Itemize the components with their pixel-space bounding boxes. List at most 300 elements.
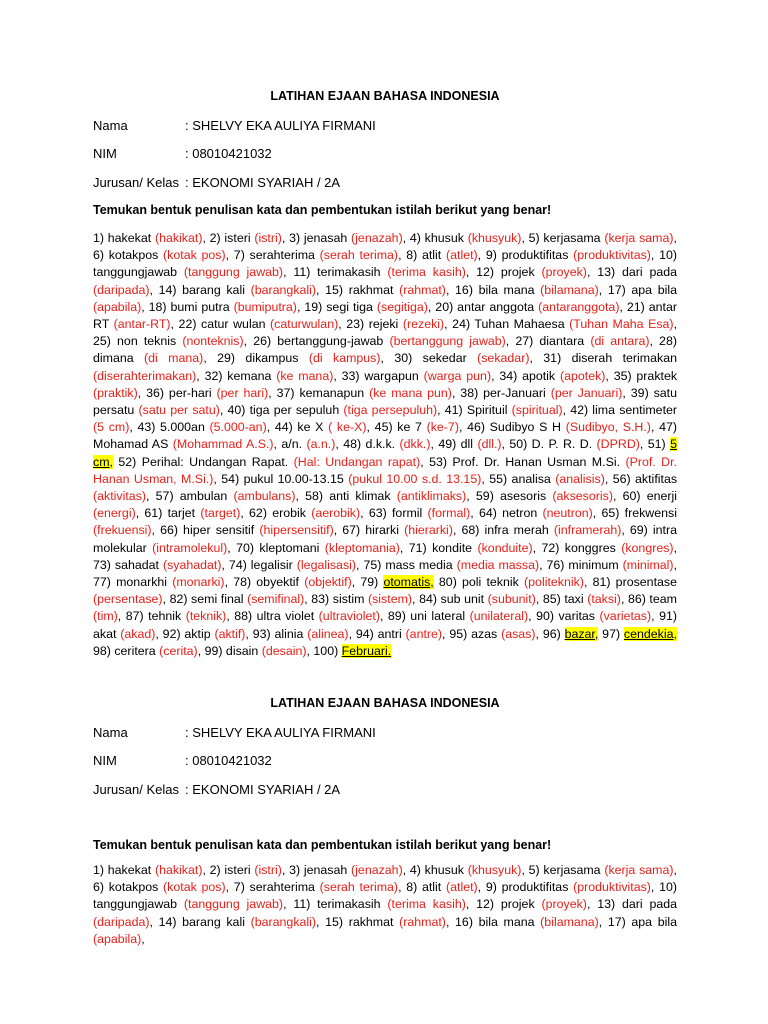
- separator: ,: [333, 368, 342, 383]
- correction-word: (ke mana): [276, 368, 334, 383]
- separator: ,: [619, 299, 627, 314]
- correction-word: (dkk.): [399, 437, 431, 452]
- original-word: 11) terimakasih: [293, 897, 388, 912]
- original-word: 24) Tuhan Mahaesa: [452, 317, 570, 332]
- original-word: 74) legalisir: [228, 557, 297, 572]
- correction-word: (desain): [261, 643, 307, 658]
- separator: ,: [586, 897, 598, 912]
- separator: ,: [170, 317, 179, 332]
- exercise-item: [93, 558, 229, 572]
- original-word: 50) D. P. R. D.: [509, 437, 597, 452]
- correction-word: (taksi): [587, 592, 621, 607]
- original-word: 72) konggres: [541, 540, 622, 555]
- correction-word: (target): [200, 506, 241, 521]
- original-word: 49) dll: [438, 437, 478, 452]
- exercise-item: [210, 863, 289, 877]
- separator: ,: [245, 626, 253, 641]
- original-word: 13) dari pada: [597, 265, 678, 280]
- separator: ,: [562, 403, 571, 418]
- correction-word: (dll.): [477, 437, 502, 452]
- original-word: 15) rakhmat: [325, 282, 400, 297]
- original-word: 44) ke X: [274, 420, 329, 435]
- exercise-item: [234, 248, 406, 262]
- original-word: 51): [647, 437, 671, 452]
- correction-word: (kongres): [621, 540, 674, 555]
- original-word: 12) projek: [476, 897, 542, 912]
- correction-word: (energi): [93, 506, 136, 521]
- correction-word: (Sudibyo, S.H.): [565, 420, 651, 435]
- separator: ,: [437, 403, 445, 418]
- highlighted-answer: 5 cm,: [93, 437, 677, 469]
- separator: ,: [338, 317, 347, 332]
- correction-word: (bumiputra): [233, 299, 297, 314]
- exercise-item: [461, 523, 629, 537]
- exercise-item: [543, 592, 628, 606]
- separator: ,: [598, 914, 608, 929]
- separator: ,: [221, 557, 229, 572]
- exercise-item: [343, 437, 438, 451]
- info-row-name: [93, 118, 677, 136]
- separator: ,: [466, 489, 476, 504]
- correction-word: (terima kasih): [387, 265, 466, 280]
- info-value: : SHELVY EKA AULIYA FIRMANI: [185, 725, 376, 740]
- exercise-item: [160, 523, 342, 537]
- correction-word: (semifinal): [247, 592, 305, 607]
- separator: ,: [224, 575, 234, 590]
- original-word: 7) serahterima: [233, 248, 320, 263]
- original-word: 10) tanggungjawab: [93, 880, 678, 912]
- original-word: 94) antri: [355, 626, 406, 641]
- student-info-2-class: [93, 782, 677, 800]
- original-word: 3) jenasah: [289, 863, 352, 877]
- original-word: 52) Perihal: Undangan Rapat.: [118, 454, 294, 469]
- separator: ,: [281, 231, 290, 245]
- original-word: 2) isteri: [209, 231, 255, 245]
- correction-word: (serah terima): [319, 248, 399, 263]
- original-word: 48) d.k.k.: [343, 437, 400, 452]
- original-word: 53) Prof. Dr. Hanan Usman M.Si.: [429, 454, 626, 469]
- separator: ,: [586, 265, 598, 280]
- original-word: 9) produktifitas: [485, 248, 574, 263]
- info-label: NIM: [93, 753, 117, 768]
- correction-word: (tanggung jawab): [183, 265, 284, 280]
- original-word: 66) hiper sensitif: [160, 523, 260, 538]
- correction-word: (analisis): [555, 471, 605, 486]
- correction-word: (tiga persepuluh): [343, 403, 438, 418]
- separator: ,: [141, 299, 149, 314]
- separator: ,: [402, 231, 410, 245]
- correction-word: (diserahterimakan): [93, 368, 197, 383]
- correction-word: (inframerah): [553, 523, 622, 538]
- correction-word: (bertanggung jawab): [389, 334, 506, 349]
- original-word: 23) rejeki: [346, 317, 403, 332]
- separator: ,: [622, 385, 631, 400]
- exercise-item: [149, 300, 305, 314]
- separator: ,: [673, 540, 678, 555]
- separator: ,: [402, 863, 410, 877]
- original-word: 7) serahterima: [233, 880, 320, 895]
- correction-word: (konduite): [477, 540, 533, 555]
- exercise-item: [499, 369, 613, 383]
- original-word: 46) Sudibyo S H: [467, 420, 566, 435]
- original-word: 61) tarjet: [144, 506, 201, 521]
- original-word: 25) non teknis: [93, 334, 183, 349]
- correction-word: (rahmat): [399, 914, 446, 929]
- exercise-item: [375, 420, 467, 434]
- original-word: 89) uni lateral: [387, 609, 470, 624]
- info-value: : SHELVY EKA AULIYA FIRMANI: [185, 118, 376, 133]
- exercise-item: [249, 506, 369, 520]
- exercise-item: [253, 627, 356, 641]
- instruction-2-wrap: [93, 838, 677, 852]
- document-title: LATIHAN EJAAN BAHASA INDONESIA: [270, 696, 500, 710]
- original-word: 70) kleptomani: [236, 540, 325, 555]
- correction-word: (frekuensi): [93, 523, 152, 538]
- instruction-text: Temukan bentuk penulisan kata dan pembentukan istilah berikut yang benar!: [93, 838, 552, 852]
- correction-word: (unilateral): [469, 609, 529, 624]
- correction-word: (teknik): [185, 609, 227, 624]
- original-word: 35) praktek: [613, 368, 678, 383]
- separator: ,: [651, 609, 660, 624]
- original-word: 30) sekedar: [394, 351, 478, 366]
- correction-word: (rahmat): [399, 282, 446, 297]
- document-title: LATIHAN EJAAN BAHASA INDONESIA: [270, 89, 500, 103]
- original-word: 42) lima sentimeter: [570, 403, 678, 418]
- exercise-item: [289, 231, 410, 245]
- instruction-text: Temukan bentuk penulisan kata dan pembentukan istilah berikut yang benar!: [93, 203, 552, 217]
- original-word: 62) erobik: [249, 506, 312, 521]
- correction-word: (apotek): [559, 368, 606, 383]
- correction-word: (caturwulan): [270, 317, 339, 332]
- exercise-item: [541, 541, 677, 555]
- original-word: 57) ambulan: [155, 489, 234, 504]
- correction-word: (per Januari): [550, 385, 623, 400]
- correction-word: (subunit): [487, 592, 536, 607]
- exercise-item: [435, 300, 627, 314]
- correction-word: (di kampus): [308, 351, 381, 366]
- info-label: Jurusan/ Kelas: [93, 175, 179, 190]
- correction-word: (terima kasih): [387, 897, 466, 912]
- exercise-item: [93, 334, 253, 348]
- info-value: : 08010421032: [185, 146, 272, 161]
- correction-word: (monarki): [172, 575, 225, 590]
- exercise-item: [410, 231, 529, 245]
- separator: ,: [445, 914, 456, 929]
- separator: ,: [316, 282, 326, 297]
- correction-word: (proyek): [541, 897, 587, 912]
- exercise-item: [170, 592, 312, 606]
- original-word: 78) obyektif: [233, 575, 305, 590]
- separator: ,: [458, 420, 468, 435]
- separator: ,: [481, 471, 490, 486]
- student-info-1: [93, 118, 677, 136]
- original-word: 47) Mohamad AS: [93, 420, 677, 452]
- original-word: 59) asesoris: [475, 489, 553, 504]
- correction-word: (segitiga): [376, 299, 428, 314]
- correction-word: (hierarki): [404, 523, 453, 538]
- original-word: 8) atlit: [406, 880, 446, 895]
- separator: ,: [427, 299, 436, 314]
- separator: ,: [491, 368, 500, 383]
- separator: ,: [412, 592, 420, 607]
- separator: ,: [621, 523, 630, 538]
- separator: ,: [673, 317, 678, 332]
- correction-word: (intramolekul): [152, 540, 228, 555]
- original-word: 11) terimakasih: [293, 265, 388, 280]
- highlighted-answer: Februari.: [341, 643, 392, 658]
- exercise-item: [476, 489, 623, 503]
- correction-word: (atlet): [445, 880, 478, 895]
- correction-word: (daripada): [93, 282, 150, 297]
- exercise-item: [234, 880, 406, 894]
- original-word: 92) aktip: [162, 626, 215, 641]
- separator: ,: [213, 471, 222, 486]
- original-word: 45) ke 7: [374, 420, 427, 435]
- correction-word: (tanggung jawab): [183, 897, 284, 912]
- info-value: : EKONOMI SYARIAH / 2A: [185, 782, 341, 797]
- student-info-2: [93, 725, 677, 743]
- exercise-item: [305, 489, 476, 503]
- separator: ,: [335, 437, 344, 452]
- correction-word: (hipersensitif): [259, 523, 334, 538]
- info-label: Nama: [93, 118, 128, 133]
- correction-word: (kerja sama): [604, 863, 674, 877]
- correction-word: (kotak pos): [163, 880, 226, 895]
- original-word: 85) taxi: [542, 592, 588, 607]
- student-info-2-nim: [93, 753, 677, 771]
- separator: ,: [356, 557, 364, 572]
- exercise-item: [410, 863, 529, 877]
- highlighted-answer: bazar,: [564, 626, 599, 641]
- original-word: 88) ultra violet: [234, 609, 319, 624]
- exercise-item: [325, 283, 455, 297]
- exercise-item: [419, 592, 543, 606]
- exercise-item: [313, 644, 391, 658]
- student-info-1-class: [93, 175, 677, 193]
- correction-word: (5.000-an): [209, 420, 267, 435]
- correction-word: (cerita): [159, 643, 198, 658]
- exercise-item: [234, 609, 388, 623]
- correction-word: (varietas): [599, 609, 652, 624]
- original-word: 100): [313, 643, 342, 658]
- separator: ,: [240, 506, 250, 521]
- original-word: 31) diserah terimakan: [543, 351, 677, 366]
- correction-word: (pukul 10.00 s.d. 13.15): [348, 471, 482, 486]
- exercise-item: [406, 880, 486, 894]
- original-word: 15) rakhmat: [325, 914, 400, 929]
- original-word: 6) kotakpos: [93, 248, 164, 263]
- exercise-item: [137, 420, 274, 434]
- original-word: 33) wargapun: [341, 368, 424, 383]
- correction-word: (asas): [501, 626, 536, 641]
- separator: ,: [149, 914, 159, 929]
- correction-word: (bilamana): [540, 282, 599, 297]
- original-word: 34) apotik: [499, 368, 560, 383]
- separator: ,: [219, 403, 228, 418]
- exercise-item: [179, 317, 347, 331]
- exercise-item: [356, 627, 449, 641]
- separator: ,: [535, 592, 543, 607]
- correction-word: (di antara): [590, 334, 650, 349]
- exercise-item: [93, 880, 234, 894]
- separator: ,: [155, 626, 163, 641]
- original-word: 8) atlit: [406, 248, 446, 263]
- correction-word: (barangkali): [250, 914, 317, 929]
- separator: ,: [532, 540, 542, 555]
- separator: ,: [351, 575, 361, 590]
- original-word: 20) antar anggota: [435, 299, 539, 314]
- separator: ,: [306, 643, 314, 658]
- original-word: 1) hakekat: [93, 863, 155, 877]
- separator: ,: [477, 248, 486, 263]
- separator: ,: [379, 609, 388, 624]
- correction-word: (objektif): [304, 575, 352, 590]
- correction-word: (kotak pos): [163, 248, 226, 263]
- exercise-item: [388, 609, 536, 623]
- exercise-item: [289, 863, 410, 877]
- original-word: 96): [542, 626, 565, 641]
- separator: ,: [639, 437, 648, 452]
- correction-word: (DPRD): [596, 437, 640, 452]
- exercise-item: [228, 403, 445, 417]
- info-row-name: [93, 725, 677, 743]
- original-word: 41) Spirituil: [444, 403, 512, 418]
- separator: ,: [430, 437, 439, 452]
- original-word: 64) netron: [478, 506, 543, 521]
- exercise-body-1: [93, 230, 677, 660]
- separator: ,: [296, 299, 305, 314]
- original-word: 29) dikampus: [217, 351, 309, 366]
- info-value: : EKONOMI SYARIAH / 2A: [185, 175, 341, 190]
- exercise-item: [93, 575, 233, 589]
- original-word: 21) antar RT: [93, 299, 677, 332]
- correction-word: (antar-RT): [113, 317, 171, 332]
- exercise-item: [93, 863, 210, 877]
- original-word: 38) per-Januari: [460, 385, 551, 400]
- exercise-item: [536, 609, 659, 623]
- correction-word: (kerja sama): [604, 231, 674, 245]
- separator: ,: [162, 592, 170, 607]
- correction-word: (ke mana pun): [369, 385, 452, 400]
- exercise-item: [455, 283, 608, 297]
- correction-word: (istri): [254, 231, 282, 245]
- info-row-class: [93, 782, 677, 800]
- exercise-item: [476, 265, 597, 279]
- original-word: 39) satu persatu: [93, 385, 678, 418]
- original-word: 37) kemanapun: [276, 385, 370, 400]
- correction-word: (rezeki): [402, 317, 445, 332]
- exercise-item: [293, 265, 476, 279]
- correction-word: (produktivitas): [573, 880, 651, 895]
- original-word: 13) dari pada: [597, 897, 678, 912]
- original-word: 43) 5.000an: [137, 420, 210, 435]
- separator: ,: [539, 557, 547, 572]
- correction-word: (minimal): [622, 557, 674, 572]
- original-word: 36) per-hari: [146, 385, 217, 400]
- exercise-item: [156, 489, 305, 503]
- original-word: 90) varitas: [536, 609, 600, 624]
- correction-word: (jenazah): [351, 231, 403, 245]
- exercise-item: [529, 231, 677, 245]
- separator: ,: [243, 334, 254, 349]
- separator: ,: [649, 334, 660, 349]
- exercise-item: [163, 627, 253, 641]
- info-label: Nama: [93, 725, 128, 740]
- correction-word: (legalisasi): [296, 557, 357, 572]
- exercise-item: [281, 437, 343, 451]
- separator: ,: [465, 265, 477, 280]
- correction-word: (apabila): [93, 299, 142, 314]
- correction-word: (produktivitas): [573, 248, 651, 263]
- correction-word: (aktivitas): [93, 489, 147, 504]
- original-word: 99) disain: [204, 643, 262, 658]
- correction-word: (atlet): [445, 248, 478, 263]
- separator: ,: [137, 385, 147, 400]
- separator: ,: [283, 265, 294, 280]
- correction-word: (syahadat): [162, 557, 222, 572]
- original-word: 9) produktifitas: [485, 880, 574, 895]
- correction-word: (aktif): [214, 626, 246, 641]
- separator: ,: [146, 489, 156, 504]
- original-word: 97): [602, 626, 624, 641]
- separator: ,: [592, 506, 602, 521]
- correction-word: (aerobik): [311, 506, 361, 521]
- correction-word: (antre): [405, 626, 443, 641]
- correction-word: (satu per satu): [138, 403, 220, 418]
- original-word: 81) prosentase: [592, 575, 677, 590]
- separator: ,: [348, 626, 356, 641]
- exercise-item: [489, 472, 612, 486]
- original-word: 93) alinia: [252, 626, 308, 641]
- correction-word: (serah terima): [319, 880, 399, 895]
- exercise-item: [479, 506, 602, 520]
- exercise-item: [126, 609, 235, 623]
- original-word: 73) sahadat: [93, 557, 163, 572]
- original-word: 27) diantara: [515, 334, 591, 349]
- original-word: 28) dimana: [93, 334, 677, 366]
- correction-word: (akad): [120, 626, 156, 641]
- separator: ,: [202, 863, 210, 877]
- original-word: 75) mass media: [363, 557, 457, 572]
- correction-word: (sistem): [367, 592, 413, 607]
- original-word: 79): [360, 575, 384, 590]
- separator: ,: [620, 592, 628, 607]
- separator: ,: [333, 523, 343, 538]
- original-word: 4) khusuk: [409, 863, 468, 877]
- correction-word: (formal): [427, 506, 471, 521]
- separator: ,: [316, 914, 326, 929]
- separator: ,: [650, 880, 660, 895]
- separator: ,: [604, 471, 613, 486]
- original-word: 95) azas: [449, 626, 502, 641]
- exercise-item: [449, 627, 542, 641]
- separator: ,: [380, 351, 395, 366]
- exercise-item: [311, 592, 419, 606]
- original-word: 67) hirarki: [342, 523, 405, 538]
- correction-word: (hakikat): [154, 863, 203, 877]
- exercise-item: [467, 420, 659, 434]
- separator: ,: [535, 626, 543, 641]
- original-word: 4) khusuk: [409, 231, 468, 245]
- separator: ,: [598, 282, 608, 297]
- exercise-item: [93, 231, 210, 245]
- correction-word: (antiklimaks): [396, 489, 467, 504]
- separator: ,: [442, 626, 450, 641]
- exercise-item: [210, 231, 289, 245]
- correction-word: (praktik): [93, 385, 138, 400]
- original-word: 40) tiga per sepuluh: [227, 403, 344, 418]
- separator: ,: [135, 506, 145, 521]
